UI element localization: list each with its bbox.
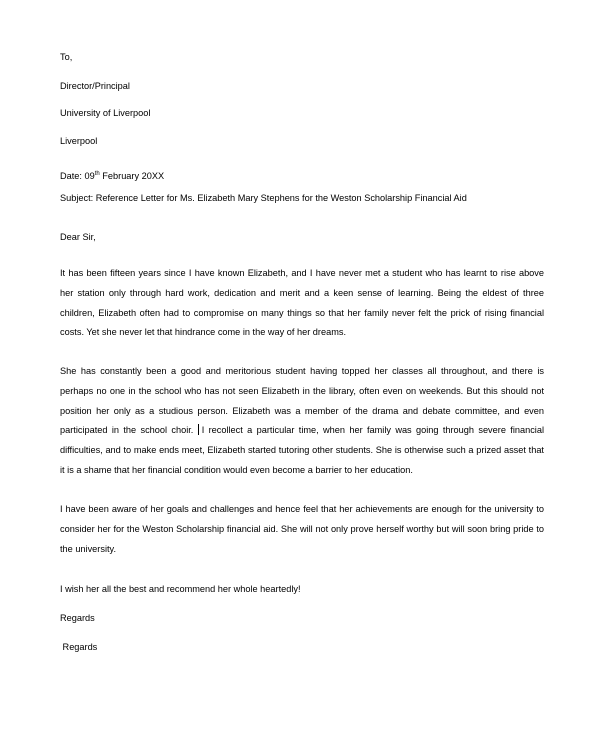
regards-1: Regards — [60, 613, 95, 623]
paragraph-1: It has been fifteen years since I have known Elizabeth, and I have never met a student who has learnt to rise above her station only through hard work, dedication and merit and a keen sense of learning. Being the eldest of three children, Elizabeth often had to compromise on many things so that her family never felt the prick of rising financial costs. Yet she never let that hindrance come in the way of her dreams. — [60, 268, 544, 338]
paragraph-3: I have been aware of her goals and challenges and hence feel that her achievements are enough for the university to consider her for the Weston Scholarship financial aid. She will not only prove herself worthy but will soon bring pride to the university. — [60, 504, 544, 554]
letter-date — [60, 170, 164, 182]
city-name: Liverpool — [60, 136, 98, 146]
text-cursor — [198, 424, 199, 435]
recipient-title: Director/Principal — [60, 81, 130, 91]
address-to: To, — [60, 52, 73, 62]
paragraph-2-part-2: I recollect a particular time, when her family was going through severe financial difficulties, and to make ends meet, Elizabeth started tutoring other students. She is otherwise such a prized asset that it is a shame that her financial condition would even become a barrier to her education. — [60, 425, 544, 475]
closing-wish: I wish her all the best and recommend her whole heartedly! — [60, 584, 301, 594]
subject-line: Subject: Reference Letter for Ms. Elizabeth Mary Stephens for the Weston Scholarship Financial Aid — [60, 193, 467, 203]
paragraph-2 — [60, 362, 544, 481]
paragraph-2-part-1: She has constantly been a good and meritorious student having topped her classes all throughout, and there is perhaps no one in the school who has not seen Elizabeth in the library, often even on weekends. But this should not position her only as a studious person. Elizabeth was a member of the drama and debate committee, and even participated in the school choir. — [60, 366, 544, 436]
university-name: University of Liverpool — [60, 108, 151, 118]
date-ordinal: th — [94, 171, 100, 177]
salutation: Dear Sir, — [60, 232, 96, 242]
date-prefix: Date: 09 — [60, 171, 95, 181]
date-rest: February 20XX — [99, 171, 165, 181]
regards-2: Regards — [60, 642, 98, 652]
